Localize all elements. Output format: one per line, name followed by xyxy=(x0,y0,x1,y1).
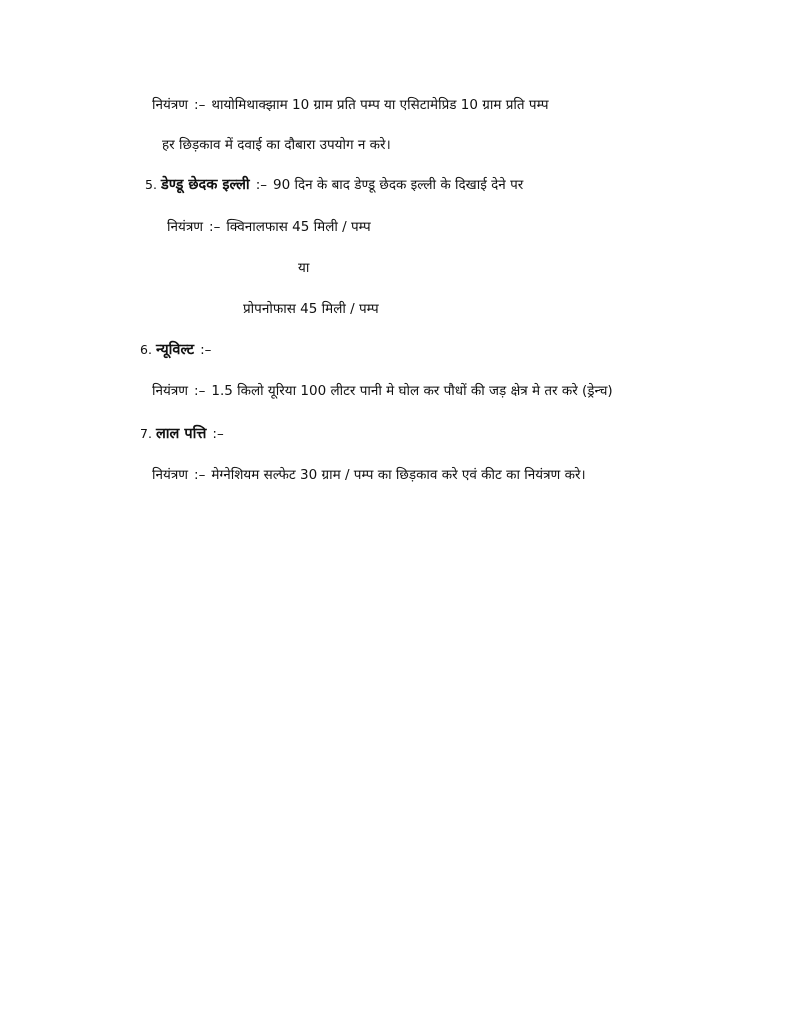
section-title: न्यूविल्ट xyxy=(155,342,195,358)
section-6-heading xyxy=(140,341,217,359)
control-label: नियंत्रण xyxy=(152,97,189,113)
section-7-control xyxy=(152,466,586,484)
or-text: या xyxy=(298,260,310,276)
control-text: क्विनालफास 45 मिली / पम्प xyxy=(226,219,371,235)
control-line-1 xyxy=(152,96,549,114)
section-5-alternative xyxy=(243,300,379,318)
section-5-or xyxy=(298,259,309,277)
separator: :– xyxy=(209,219,221,235)
section-5-heading xyxy=(145,176,523,194)
section-number: 5. xyxy=(145,177,157,192)
separator: :– xyxy=(194,467,206,483)
section-title: डेण्डू छेदक इल्ली xyxy=(160,177,250,193)
note-text: हर छिड़काव में दवाई का दौबारा उपयोग न करे। xyxy=(162,137,391,153)
control-label: नियंत्रण xyxy=(152,467,189,483)
control-text: 1.5 किलो यूरिया 100 लीटर पानी मे घोल कर पौधों की जड़ क्षेत्र मे तर करे (ड्रेन्च) xyxy=(211,383,613,399)
section-6-control xyxy=(152,382,613,400)
separator: :– xyxy=(200,342,212,358)
alternative-text: प्रोपनोफास 45 मिली / पम्प xyxy=(243,301,379,317)
separator: :– xyxy=(194,383,206,399)
section-text: 90 दिन के बाद डेण्डू छेदक इल्ली के दिखाई देने पर xyxy=(273,177,524,193)
section-7-heading xyxy=(140,425,230,443)
section-title: लाल पत्ति xyxy=(155,426,207,442)
section-number: 7. xyxy=(140,426,152,441)
section-number: 6. xyxy=(140,342,152,357)
control-label: नियंत्रण xyxy=(152,383,189,399)
separator: :– xyxy=(255,177,267,193)
separator: :– xyxy=(194,97,206,113)
control-text: मेग्नेशियम सल्फेट 30 ग्राम / पम्प का छिड़काव करे एवं कीट का नियंत्रण करे। xyxy=(211,467,586,483)
note-line xyxy=(162,136,391,154)
separator: :– xyxy=(212,426,224,442)
control-text: थायोमिथाक्झाम 10 ग्राम प्रति पम्प या एसिटामेप्रिड 10 ग्राम प्रति पम्प xyxy=(211,97,549,113)
section-5-control xyxy=(167,218,371,236)
control-label: नियंत्रण xyxy=(167,219,204,235)
